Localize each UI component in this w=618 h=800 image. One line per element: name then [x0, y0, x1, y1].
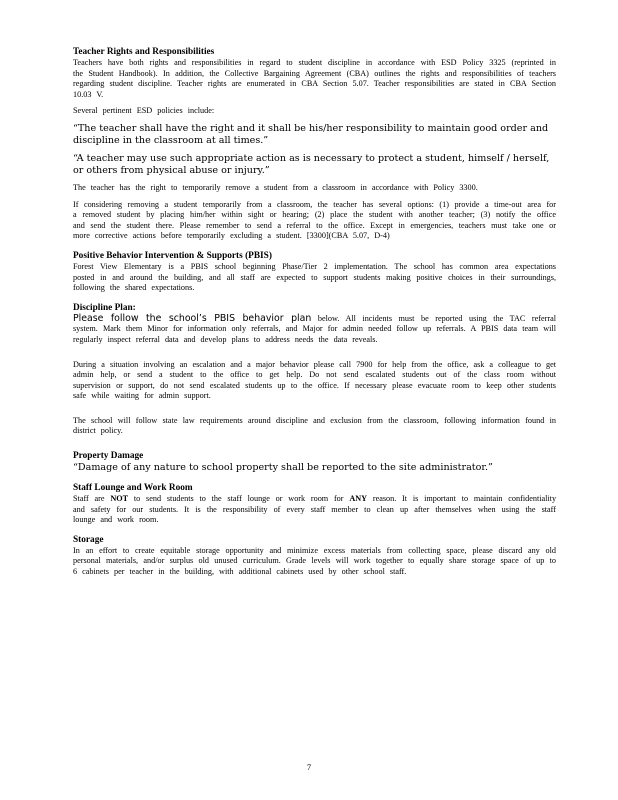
section-storage: [73, 535, 556, 578]
discipline-plan-heading: Discipline Plan:: [73, 302, 136, 313]
section-property-damage: [73, 451, 556, 474]
staff-lounge-heading: Staff Lounge and Work Room: [73, 483, 193, 494]
section-discipline-plan: [73, 303, 556, 437]
discipline-paragraph-3: The school will follow state law requirements around discipline and exclusion from the classroom, following information found in district policy.: [73, 415, 556, 436]
teacher-rights-paragraph-4: If considering removing a student temporarily from a classroom, the teacher has several options: (1) provide a time-out area for a removed student by placing him/her within sight or hearing; (2) place the student with another teacher; (3) notify the office and send the student there. Please remember to send a referral to the office. Except in emergencies, teachers must take one or more corrective actions before temporarily excluding a student. [3300](CBA 5.07, D-4): [73, 199, 556, 241]
storage-heading: Storage: [73, 534, 104, 545]
discipline-paragraph-2: During a situation involving an escalation and a major behavior please call 7900 for help from the office, ask a colleague to get admin help, or send a student to the office to get help. Do not send escalated students out of the class room without supervision or support, do not send escalated students up to the office. If necessary please evacuate room to keep other students safe while waiting for admin support.: [73, 359, 556, 401]
staff-lounge-text-a: Staff are: [73, 494, 105, 504]
staff-lounge-paragraph: [73, 494, 556, 526]
property-damage-heading: Property Damage: [73, 451, 144, 462]
pbis-paragraph-1: Forest View Elementary is a PBIS school beginning Phase/Tier 2 implementation. The school has common area expectations posted in and around the building, and all staff are expected to support students making positive choices in their surroundings, following the shared expectations.: [73, 261, 556, 293]
discipline-lead-text: Please follow the school’s PBIS behavior plan: [73, 312, 312, 324]
discipline-paragraph-1: [73, 314, 556, 346]
teacher-rights-quote-2: “A teacher may use such appropriate action as is necessary to protect a student, himself / herself, or others from physical abuse or injury.”: [73, 152, 550, 176]
teacher-rights-paragraph-3: The teacher has the right to temporarily remove a student from a classroom in accordance with Policy 3300.: [73, 182, 478, 192]
teacher-rights-paragraph-1: Teachers have both rights and responsibilities in regard to student discipline in accordance with ESD Policy 3325 (reprinted in the Student Handbook). In addition, the Collective Bargaining Agreement (CBA) outlines the rights and responsibilities of teachers regarding student discipline. Teacher rights are enumerated in CBA Section 5.07. Teacher responsibilities are stated in CBA Section 10.03 V.: [73, 58, 556, 99]
section-pbis: [73, 251, 556, 294]
staff-lounge-any-emphasis: ANY: [349, 494, 368, 504]
staff-lounge-text-b: to send students to the staff lounge or work room for: [133, 494, 344, 504]
teacher-rights-paragraph-2: Several pertinent ESD policies include:: [73, 106, 215, 116]
teacher-rights-heading: Teacher Rights and Responsibilities: [73, 47, 215, 57]
discipline-paragraph-1-rest: below. All incidents must be reported using the TAC referral system. Mark them Minor for information only referrals, and Major for admin needed follow up referrals. A PBIS data team will regularly inspect referral data and develop plans to address needs the data reveals.: [73, 313, 557, 344]
staff-lounge-not-emphasis: NOT: [110, 494, 129, 504]
page-number: 7: [306, 762, 312, 772]
section-teacher-rights: [73, 47, 556, 242]
property-damage-quote: “Damage of any nature to school property shall be reported to the site administrator.”: [73, 462, 493, 474]
teacher-rights-quote-1: “The teacher shall have the right and it shall be his/her responsibility to maintain good order and discipline in the classroom at all times.”: [73, 122, 549, 146]
pbis-heading: Positive Behavior Intervention & Supports (PBIS): [73, 250, 272, 261]
storage-paragraph: In an effort to create equitable storage opportunity and minimize excess materials from collecting space, please discard any old personal materials, and/or surplus old unused curriculum. Grade levels will work together to equally share storage space of up to 6 cabinets per teacher in the building, with additional cabinets used by other school staff.: [73, 545, 556, 577]
staff-lounge-text-c: reason. It is important to maintain confidentiality and safety for our students. It is the responsibility of every staff member to clean up after themselves when using the staff lounge and work room.: [73, 494, 557, 525]
section-staff-lounge: [73, 483, 556, 526]
